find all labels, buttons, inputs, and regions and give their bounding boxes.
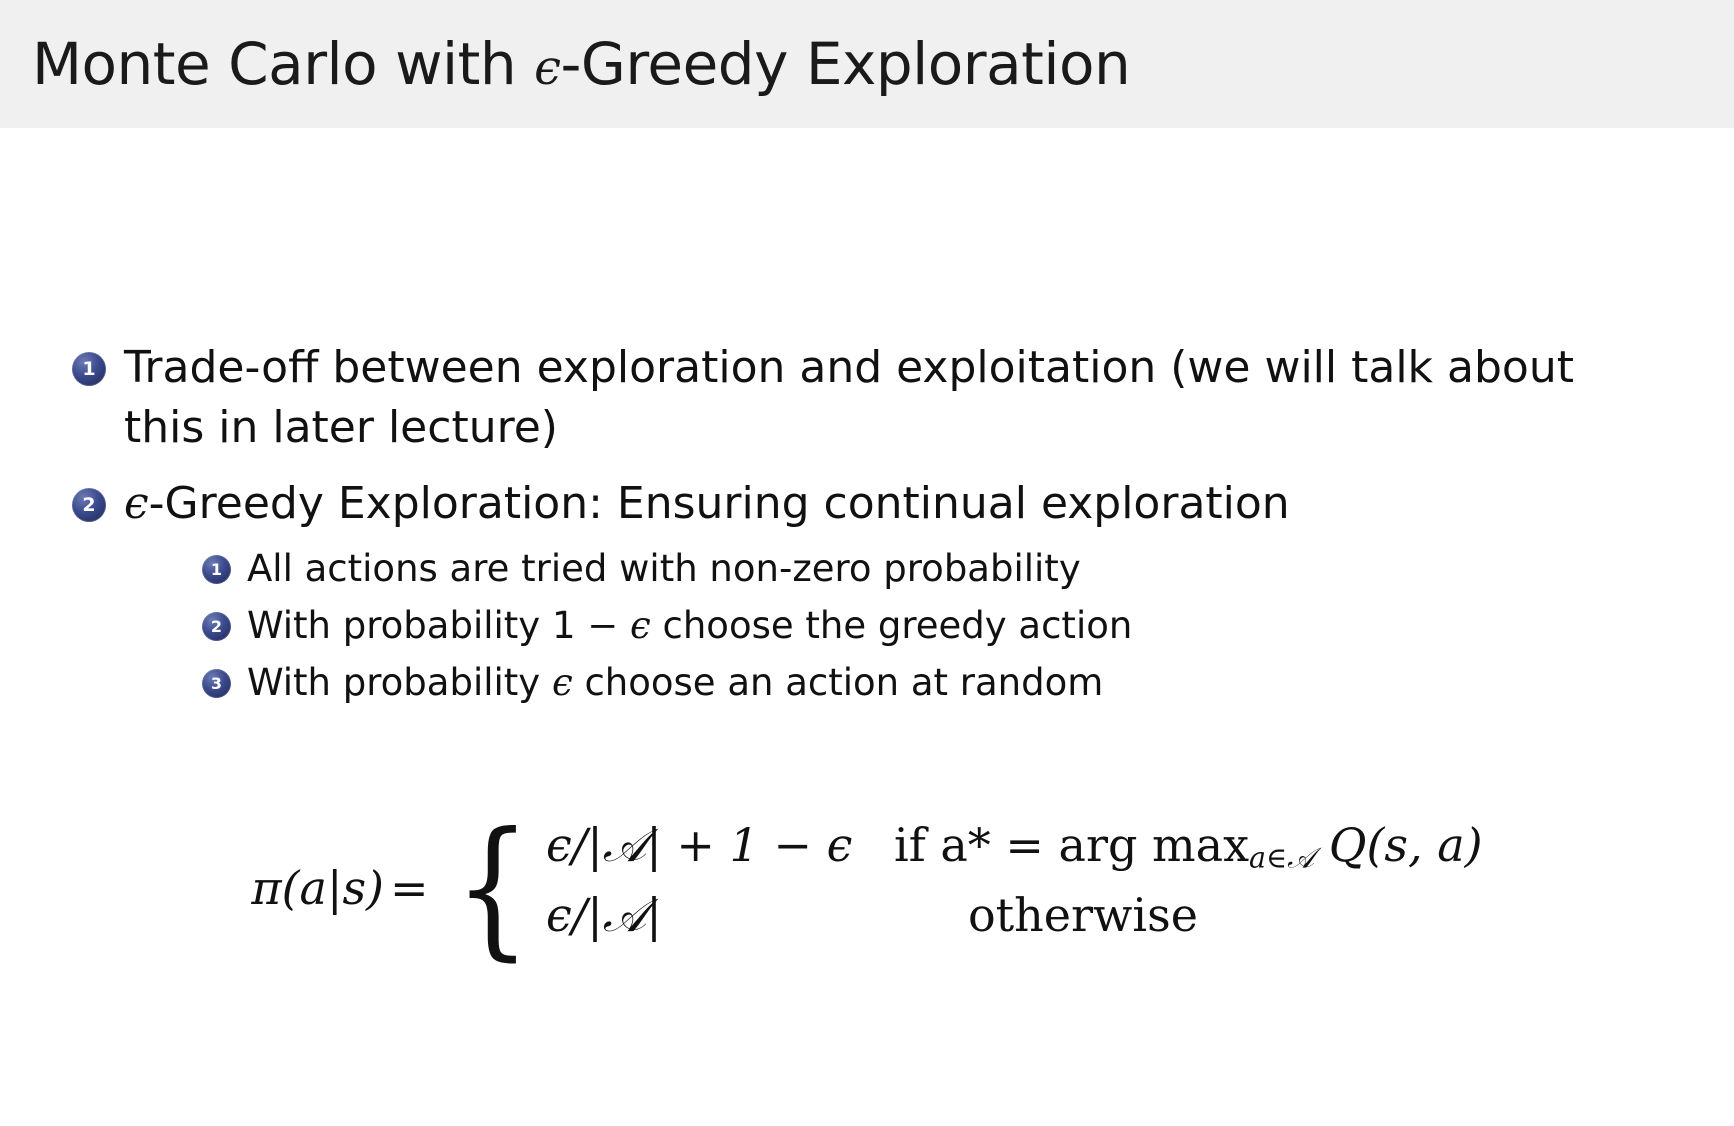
sub-text-part2: choose the greedy action xyxy=(650,604,1133,648)
list-item-text xyxy=(247,657,1103,710)
list-item-text xyxy=(247,600,1132,653)
left-brace-icon: { xyxy=(454,801,531,975)
slide-title-bar xyxy=(0,0,1734,128)
formula-case-row xyxy=(546,818,1483,888)
list-item xyxy=(202,600,1290,653)
policy-formula xyxy=(0,801,1734,975)
formula-equals: = xyxy=(390,861,429,915)
slide-content xyxy=(0,128,1734,1126)
list-item-text xyxy=(124,474,1290,534)
bullet-number-icon: 1 xyxy=(202,555,231,584)
sub-text-part2: choose an action at random xyxy=(572,660,1104,704)
case1-cond-main: if a* = arg max xyxy=(893,818,1250,872)
formula-case1-condition xyxy=(876,818,1483,875)
list-item xyxy=(72,474,1692,713)
sub-text-part1: With probability xyxy=(247,660,552,704)
formula-lhs xyxy=(251,861,444,915)
list-item xyxy=(72,338,1692,458)
page-title xyxy=(0,30,1130,98)
formula-case-row xyxy=(546,888,1483,958)
epsilon-symbol: ϵ xyxy=(124,477,149,529)
formula-case2-expression: ϵ/|𝒜| xyxy=(545,888,662,942)
bullet-list-level1 xyxy=(72,338,1692,729)
formula-case1-expression: ϵ/|𝒜| + 1 − ϵ xyxy=(545,818,853,872)
sub-text-part1: All actions are tried with non-zero probability xyxy=(247,547,1081,591)
list-item-text: Trade-off between exploration and exploitation (we will talk about this in later lecture) xyxy=(124,342,1574,453)
title-prefix: Monte Carlo with xyxy=(32,30,535,98)
bullet-number-icon: 3 xyxy=(202,669,231,698)
case1-cond-tail: Q(s, a) xyxy=(1314,818,1483,872)
bullet-number-icon: 2 xyxy=(202,612,231,641)
title-epsilon: ϵ xyxy=(534,40,561,96)
list-item xyxy=(202,543,1290,596)
bullet-list-level2 xyxy=(202,543,1290,709)
bullet-number-icon: 2 xyxy=(72,488,106,522)
sub-text-math: − ϵ xyxy=(587,604,651,648)
sub-text-math: ϵ xyxy=(551,660,573,704)
formula-lhs-expr: π(a|s) xyxy=(251,861,384,915)
bullet-number-icon: 1 xyxy=(72,352,106,386)
formula-case2-condition: otherwise xyxy=(967,888,1198,942)
formula-inner xyxy=(251,801,1483,975)
list-item xyxy=(202,657,1290,710)
case1-cond-subscript: a∈𝒜 xyxy=(1249,841,1315,875)
sub-text-part1: With probability 1 xyxy=(247,604,588,648)
list-item-text xyxy=(247,543,1081,596)
formula-cases xyxy=(546,818,1483,958)
title-suffix: -Greedy Exploration xyxy=(560,30,1131,98)
list-item-text-body: -Greedy Exploration: Ensuring continual exploration xyxy=(148,477,1290,529)
